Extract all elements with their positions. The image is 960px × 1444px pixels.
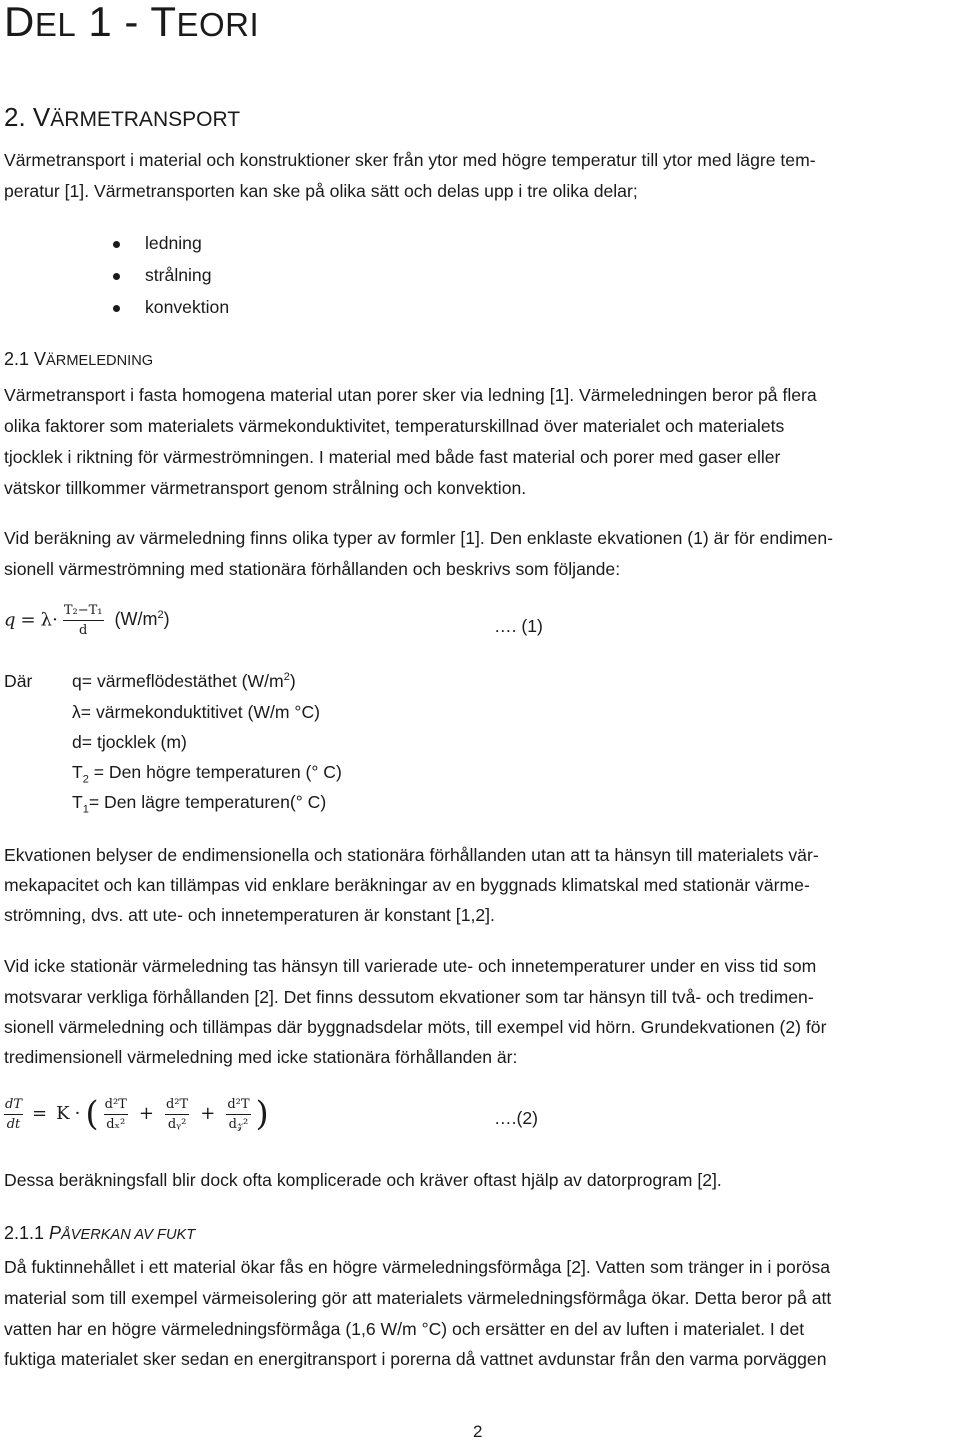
section-2-number: 2. xyxy=(4,102,33,132)
bullet-text: ledning xyxy=(145,233,202,253)
section-2-paragraph-line-1: Värmetransport i material och konstruktioner sker från ytor med högre temperatur till ytor med lägre tem- xyxy=(4,150,816,170)
section-2-1-para3-line-3: strömning, dvs. att ute- och innetemperaturen är konstant [1,2]. xyxy=(4,905,495,925)
equation-2-term-x-denominator: dₓ² xyxy=(106,1116,126,1132)
section-2-1-1-line-1: Då fuktinnehållet i ett material ökar fås en högre värmeledningsförmåga [2]. Vatten som tränger in i porösa xyxy=(4,1257,831,1277)
equation-2-plus-2: + xyxy=(200,1102,216,1124)
equation-1-label: …. (1) xyxy=(494,616,543,636)
equation-2-left-paren: ( xyxy=(85,1094,99,1134)
definition-t1-symbol: T xyxy=(72,792,83,812)
equation-2-term-y-denominator: dᵧ² xyxy=(167,1116,187,1132)
bullet-text: konvektion xyxy=(145,297,230,317)
section-2-1-para1-line-1: Värmetransport i fasta homogena material utan porer sker via ledning [1]. Värmeledningen beror på flera xyxy=(4,385,817,405)
equation-1-unit-exponent: 2 xyxy=(157,609,164,622)
section-2-1-para1-line-4: vätskor tillkommer värmetransport genom strålning och konvektion. xyxy=(4,478,527,498)
bullet-text: strålning xyxy=(145,265,212,285)
equation-2-term-x xyxy=(104,1098,128,1131)
equation-1-numerator: T₂−T₁ xyxy=(63,604,104,621)
equation-1-unit xyxy=(115,609,170,629)
chapter-heading-teori-initial: T xyxy=(150,0,177,45)
section-2-1-1-line-3: vatten har en högre värmeledningsförmåga (1,6 W/m °C) och ersätter en del av luften i materialet. I det xyxy=(4,1319,805,1339)
section-2-1-para4-line-2: motsvarar verkliga förhållanden [2]. Det finns dessutom ekvationer som tar hänsyn till två- och tredimen- xyxy=(4,987,814,1007)
equation-2-lhs-numerator: dT xyxy=(4,1098,23,1115)
equation-2-label: ….(2) xyxy=(494,1108,538,1128)
equation-1-lambda: λ xyxy=(40,609,53,631)
definition-q-close: ) xyxy=(289,671,296,691)
section-2-1-para1-line-3: tjocklek i riktning för värmeströmningen. I material med både fast material och porer med gaser eller xyxy=(4,447,781,467)
definition-t2-text: = Den högre temperaturen (° C) xyxy=(88,762,342,782)
equation-2-term-y-numerator: d²T xyxy=(165,1098,189,1115)
equation-2-term-x-numerator: d²T xyxy=(104,1098,128,1115)
chapter-heading-number: 1 - xyxy=(88,0,151,45)
equation-2-equals: = xyxy=(32,1102,48,1124)
section-2-heading xyxy=(4,102,240,133)
definition-lambda: λ= värmekonduktitivet (W/m °C) xyxy=(72,702,321,722)
section-2-1-para1-line-2: olika faktorer som materialets värmekonduktivitet, temperaturskillnad över materialet och materialets xyxy=(4,416,785,436)
definition-t2-subscript: 2 xyxy=(82,773,89,786)
section-2-1-1-line-2: material som till exempel värmeisolering gör att materialets värmeledningsförmåga ökar. Detta beror på att xyxy=(4,1288,832,1308)
definition-q-exponent: 2 xyxy=(283,671,290,684)
section-2-1-number: 2.1 xyxy=(4,349,35,369)
equation-2-plus-1: + xyxy=(138,1102,154,1124)
section-2-1-title-rest: ÄRMELEDNING xyxy=(46,353,154,369)
section-2-1-para4-line-4: tredimensionell värmeledning med icke stationära förhållanden är: xyxy=(4,1047,518,1067)
equation-1-fraction xyxy=(63,604,104,637)
section-2-1-1-title-fukt: FUKT xyxy=(157,1227,196,1243)
equation-2-lhs-denominator: dt xyxy=(6,1116,21,1132)
section-2-1-para4-line-3: sionell värmeledning och tillämpas där byggnadsdelar möts, till exempel vid hörn. Grundekvationen (2) för xyxy=(4,1017,827,1037)
section-2-1-title-initial: V xyxy=(34,349,47,369)
section-2-1-para3-line-1: Ekvationen belyser de endimensionella och stationära förhållanden utan att ta hänsyn till materialets vär- xyxy=(4,845,819,865)
definition-t2-symbol: T xyxy=(72,762,83,782)
bullet-icon xyxy=(113,305,120,312)
section-2-1-1-title-rest: ÅVERKAN xyxy=(61,1227,131,1243)
equation-2-term-z xyxy=(226,1098,250,1131)
chapter-heading-teori-rest: EORI xyxy=(176,6,260,43)
equation-2-k: K xyxy=(56,1102,70,1124)
definition-q xyxy=(72,671,296,692)
definition-q-text: q= värmeflödestäthet (W/m xyxy=(72,671,284,691)
section-2-1-1-title-av: AV xyxy=(130,1227,158,1243)
section-2-1-para2-line-2: sionell värmeströmning med stationära förhållanden och beskrivs som följande: xyxy=(4,559,621,579)
section-2-title-rest: ÄRMETRANSPORT xyxy=(50,108,241,131)
section-2-paragraph-line-2: peratur [1]. Värmetransporten kan ske på olika sätt och delas upp i tre olika delar; xyxy=(4,181,638,201)
equation-2-right-paren: ) xyxy=(255,1094,269,1134)
definition-t1-text: = Den lägre temperaturen(° C) xyxy=(88,792,327,812)
section-2-1-para4-line-1: Vid icke stationär värmeledning tas hänsyn till varierade ute- och innetemperaturer under en viss tid som xyxy=(4,956,817,976)
section-2-1-1-number: 2.1.1 xyxy=(4,1223,50,1243)
section-2-1-para2-line-1: Vid beräkning av värmeledning finns olika typer av formler [1]. Den enklaste ekvationen (1) är för endimen- xyxy=(4,528,833,548)
equation-1-unit-close: ) xyxy=(163,609,170,630)
chapter-heading-del-initial: D xyxy=(4,0,35,45)
definition-d: d= tjocklek (m) xyxy=(72,732,187,752)
equation-2-term-y xyxy=(165,1098,189,1131)
section-2-title-initial: V xyxy=(32,102,51,132)
chapter-heading xyxy=(4,0,259,46)
equation-2-term-z-denominator: d𝓏² xyxy=(228,1116,249,1132)
equation-2-lhs-fraction xyxy=(4,1098,23,1131)
equation-1-unit-text: (W/m xyxy=(114,609,158,630)
section-2-1-1-title-initial: P xyxy=(49,1223,62,1243)
page-number: 2 xyxy=(473,1422,483,1441)
section-2-1-1-line-4: fuktiga materialet sker sedan en energitransport i porerna då vattnet avdunstar från den varma porväggen xyxy=(4,1349,827,1369)
section-2-1-heading xyxy=(4,349,153,370)
equation-1-dot: · xyxy=(52,609,58,631)
bullet-icon xyxy=(113,273,120,280)
equation-2 xyxy=(4,1094,269,1134)
equation-1-lhs: q xyxy=(4,609,16,631)
definition-t2 xyxy=(72,762,342,786)
equation-1 xyxy=(4,604,170,637)
equation-2-dot: · xyxy=(74,1102,81,1124)
section-2-1-para3-line-2: mekapacitet och kan tillämpas vid enklare beräkningar av en byggnads klimatskal med stationär värme- xyxy=(4,875,810,895)
definition-t1-subscript: 1 xyxy=(82,803,89,816)
equation-2-term-z-numerator: d²T xyxy=(226,1098,250,1115)
bullet-icon xyxy=(113,241,120,248)
equation-1-equals: = xyxy=(20,609,36,631)
equation-1-denominator: d xyxy=(79,623,88,638)
chapter-heading-del-rest: EL xyxy=(34,6,77,43)
where-label: Där xyxy=(4,671,33,691)
definition-t1 xyxy=(72,792,326,816)
section-2-1-para5: Dessa beräkningsfall blir dock ofta komplicerade och kräver oftast hjälp av datorprogram [2]. xyxy=(4,1170,722,1190)
section-2-1-1-heading xyxy=(4,1223,195,1244)
